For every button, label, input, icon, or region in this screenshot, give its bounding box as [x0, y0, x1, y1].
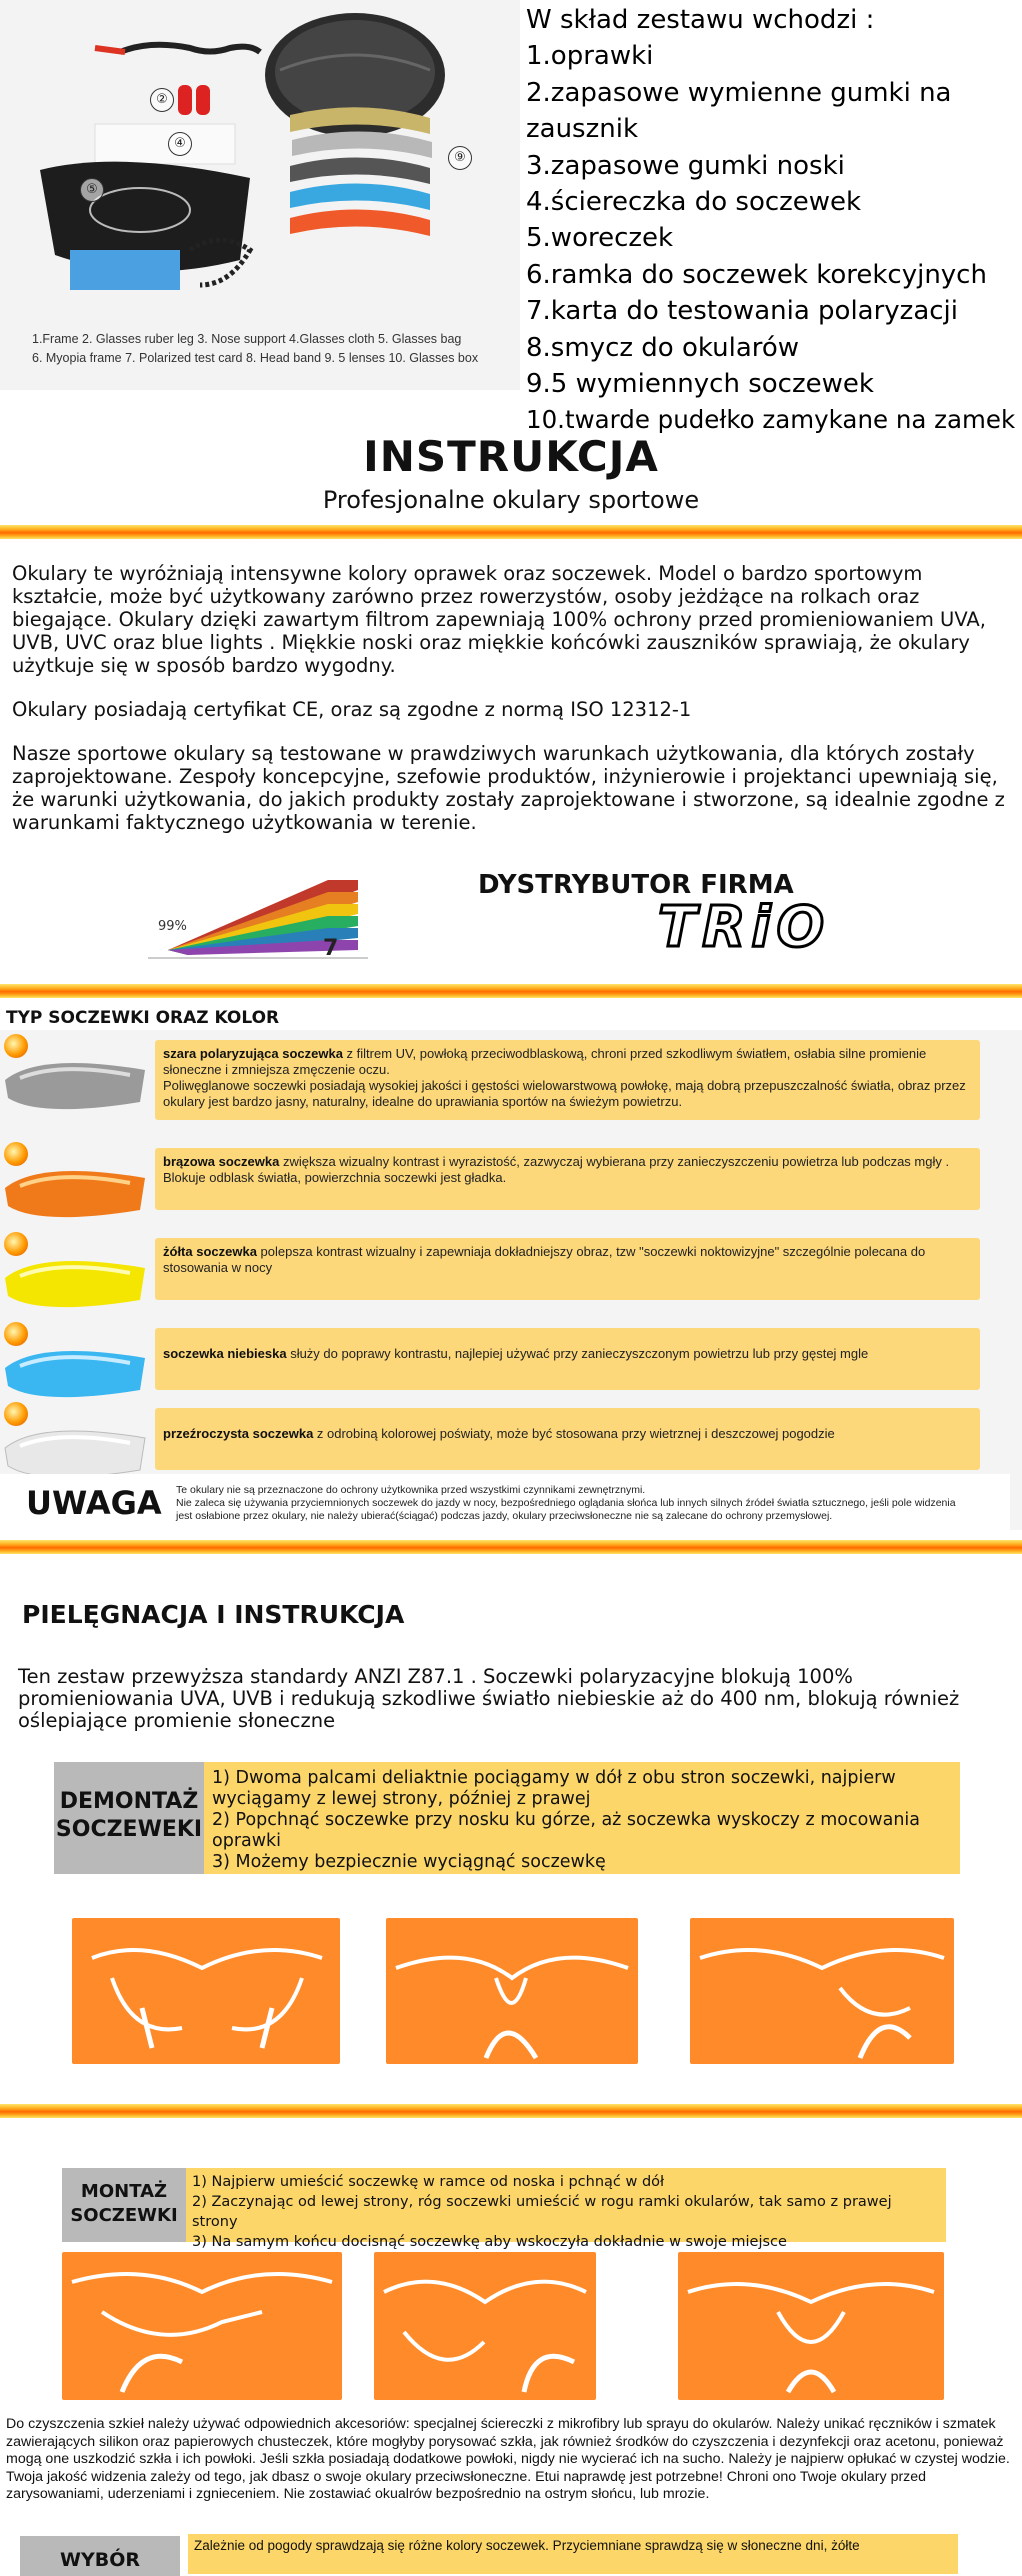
kit-list-item: 5.woreczek	[526, 223, 674, 254]
trio-logo: TRiO	[658, 895, 831, 960]
warning-text	[176, 1484, 966, 1523]
removal-step-2: 2) Popchnąć soczewke przy nosku ku górze, aż soczewka wyskoczy z mocowania oprawki	[212, 1810, 921, 1851]
warning-line-1: Te okulary nie są przeznaczone do ochrony użytkownika przed wszystkimi czynnikami zewnętrznymi.	[176, 1484, 646, 1496]
hands-lens-drawing	[386, 1918, 638, 2064]
kit-list-item: 8.smycz do okularów	[526, 332, 800, 363]
cleaning-paragraph-2: Twoja jakość widzenia zależy od tego, jak dbasz o swoje okulary przeciwsłoneczne. Etui naprawdę jest potrzebne! Chroni ono Twoje okulary przed zarysowaniami, uderzeniami i zgnieceniem. Nie zostawiać okualrów bezpośrednio na ostrym słońcu, lub mrozie.	[6, 2468, 927, 2503]
kit-list-item: 7.karta do testowania polaryzacji	[526, 296, 958, 327]
warning-box	[0, 1474, 1010, 1532]
mount-label-line2: SOCZEWKI	[70, 2205, 178, 2226]
lens-blue-name: soczewka niebieska	[163, 1346, 287, 1361]
test-card	[70, 250, 180, 290]
mount-illustration-1	[62, 2252, 342, 2400]
lens-blue-text: służy do poprawy kontrastu, najlepiej używać przy zanieczyszczonym powietrzu lub przy gęstej mgle	[286, 1346, 869, 1361]
hands-lens-drawing	[62, 2252, 342, 2400]
kit-photo	[0, 0, 520, 390]
sun-icon	[4, 1142, 28, 1166]
uv-seven: 7	[323, 936, 339, 961]
kit-list-item: zausznik	[526, 114, 639, 145]
lens-brown-text: zwiększa wizualny kontrast i wyrazistość, zazwyczaj wybierana przy zanieczyszczeniu powietrza lub podczas mgły . Blokuje odblask światła, powierzchnia soczewki jest gładka.	[163, 1154, 950, 1185]
mount-step-3: 3) Na samym końcu docisnąć soczewkę aby wskoczyła dokładnie w swoje miejsce	[192, 2234, 787, 2250]
lens-yellow-desc	[155, 1238, 980, 1300]
lens-blue-desc	[155, 1328, 980, 1390]
cleaning-paragraph-1: Do czyszczenia szkieł należy używać odpowiednich akcesoriów: specjalnej ściereczki z mikrofibry lub sprayu do okularów. Należy unikać ręczników i szmatek zawierających silikon oraz papierowych chusteczek, które mogłyby porysować szkła, jak również środków do czyszczenia i dezynfekcji oraz acetonu, ponieważ mogą one uszkodzić szkła i ich powłoki. Jeśli szkła posiadają dodatkowe powłoki, nigdy nie wycierać ich na sucho. Należy je najpierw opłukać w czystej wodzie.	[6, 2416, 1010, 2468]
mount-steps	[186, 2168, 946, 2250]
divider-stripe	[0, 525, 1022, 539]
lens-grey-text2: Poliwęglanowe soczewki posiadają wysokiej jakości i gęstości wielowarstwową powłokę, mają dobrą przepuszczalność światła, obraz przez okulary jest bardzo jasny, naturalny, idealne do uprawiania sportów na świeżym powietrzu.	[163, 1078, 966, 1109]
divider-stripe	[0, 984, 1022, 998]
badge-2: ②	[150, 88, 174, 112]
lens-brown-name: brązowa soczewka	[163, 1154, 280, 1169]
removal-label-line2: SOCZEWEKI	[55, 1817, 203, 1842]
page-subtitle: Profesjonalne okulary sportowe	[322, 486, 700, 514]
hands-lens-drawing	[374, 2252, 596, 2400]
lens-grey-desc	[155, 1040, 980, 1120]
mount-label	[62, 2168, 186, 2242]
uv-protection-graphic	[128, 840, 388, 970]
badge-5: ⑤	[80, 178, 104, 202]
lens-row-brown	[0, 1142, 982, 1234]
removal-illustration-1	[72, 1918, 340, 2064]
removal-steps	[204, 1762, 960, 1874]
lens-row-yellow	[0, 1232, 982, 1324]
choice-label: WYBÓR	[20, 2536, 180, 2576]
sun-icon	[4, 1322, 28, 1346]
removal-label	[54, 1762, 204, 1874]
divider-stripe	[0, 2104, 1022, 2118]
kit-list-item: 9.5 wymiennych soczewek	[526, 369, 874, 400]
intro-paragraph-1: Okulary te wyróżniają intensywne kolory oprawek oraz soczewek. Model o bardzo sportowym kształcie, może być użytkowany zarówno przez rowerzystów, osoby jeżdżące na rolkach oraz biegające. Okulary dzięki zawartym filtrom zapewniają 100% ochrony przed promieniowaniem UVA, UVB, UVC oraz blue lights . Miękkie noski oraz miękkie końcówki zauszników sprawiają, że okulary użytkuje się w sposób bardzo wygodny.	[12, 562, 986, 677]
removal-illustration-2	[386, 1918, 638, 2064]
lens-grey-name: szara polaryzująca soczewka	[163, 1046, 343, 1061]
hands-lens-drawing	[678, 2252, 944, 2400]
lens-brown-desc	[155, 1148, 980, 1210]
lens-clear-text: z odrobiną kolorowej poświaty, może być stosowana przy wietrznej i deszczowej pogodzie	[313, 1426, 835, 1441]
page-title: INSTRUKCJA	[363, 432, 659, 481]
care-title: PIELĘGNACJA I INSTRUKCJA	[22, 1600, 405, 1629]
kit-list-item: 3.zapasowe gumki noski	[526, 150, 845, 181]
hands-lens-drawing	[72, 1918, 340, 2064]
sun-icon	[4, 1232, 28, 1256]
lens-clear-name: przeźroczysta soczewka	[163, 1426, 314, 1441]
lens-row-blue	[0, 1322, 982, 1414]
sun-icon	[4, 1034, 28, 1058]
mount-step-2: 2) Zaczynając od lewej strony, róg soczewki umieścić w rogu ramki okularów, tak samo z prawej strony	[192, 2194, 892, 2230]
mount-illustration-2	[374, 2252, 596, 2400]
removal-step-3: 3) Możemy bezpiecznie wyciągnąć soczewkę	[212, 1852, 606, 1872]
lens-row-grey	[0, 1034, 982, 1126]
lens-yellow-name: żółta soczewka	[163, 1244, 257, 1259]
kit-illustration	[0, 0, 520, 330]
hands-lens-drawing	[690, 1918, 954, 2064]
rubber-legs	[178, 85, 192, 115]
kit-list-item: 1.oprawki	[526, 41, 654, 72]
kit-caption-2: 6. Myopia frame 7. Polarized test card 8. Head band 9. 5 lenses 10. Glasses box	[32, 351, 479, 365]
removal-step-1: 1) Dwoma palcami deliaktnie pociągamy w dół z obu stron soczewki, najpierw wyciągamy z lewej strony, później z prawej	[212, 1768, 896, 1809]
divider-stripe	[0, 1540, 1022, 1554]
removal-illustration-3	[690, 1918, 954, 2064]
warning-label: UWAGA	[26, 1484, 162, 1522]
badge-9: ⑨	[448, 146, 472, 170]
cleaning-text	[6, 2416, 1016, 2504]
distributor-label: DYSTRYBUTOR FIRMA	[478, 870, 794, 900]
cloth	[95, 124, 235, 164]
kit-list-title: W skład zestawu wchodzi :	[526, 5, 875, 35]
warning-line-2: Nie zaleca się używania przyciemnionych soczewek do jazdy w nocy, bezpośredniego oglądania słońca lub innych silnych źródeł światła sztucznego, jeśli pole widzenia jest osłabione przez okulary, nie należy ubierać(ściągać) podczas jazdy, okulary przeciwsłoneczne nie są zalecane do ochrony przemysłowej.	[176, 1497, 956, 1522]
badge-4: ④	[168, 132, 192, 156]
lens-yellow-text: polepsza kontrast wizualny i zapewniaja dokładniejszy obraz, tzw "soczewki noktowizyjne" szczególnie polecana do stosowania w nocy	[163, 1244, 926, 1275]
lens-grey-text: z filtrem UV, powłoką przeciwodblaskową, chroni przed szkodliwym światłem, osłabia silne promienie słoneczne i zmniejsza zmęczenie oczu.	[163, 1046, 927, 1077]
kit-list-item: 4.ściereczka do soczewek	[526, 187, 862, 218]
uv-percent: 99%	[158, 919, 187, 934]
intro-paragraph-2: Okulary posiadają certyfikat CE, oraz są zgodne z normą ISO 12312-1	[12, 698, 692, 721]
kit-list-item: 2.zapasowe wymienne gumki na	[526, 77, 952, 108]
removal-label-line1: DEMONTAŻ	[59, 1789, 199, 1814]
choice-text: Zależnie od pogody sprawdzają się różne kolory soczewek. Przyciemniane sprawdzą się w słoneczne dni, żółte	[188, 2534, 958, 2574]
mount-label-line1: MONTAŻ	[80, 2181, 168, 2202]
lens-section-title: TYP SOCZEWKI ORAZ KOLOR	[6, 1008, 280, 1028]
care-intro: Ten zestaw przewyższa standardy ANZI Z87.1 . Soczewki polaryzacyjne blokują 100% promieniowania UVA, UVB i redukują szkodliwe światło niebieskie aż do 400 nm, blokują również oślepiające promienie słoneczne	[18, 1665, 960, 1732]
frame-shape	[120, 45, 260, 52]
mount-illustration-3	[678, 2252, 944, 2400]
kit-list-item: 6.ramka do soczewek korekcyjnych	[526, 259, 987, 290]
mount-step-1: 1) Najpierw umieścić soczewkę w ramce od noska i pchnąć w dół	[192, 2174, 665, 2190]
lens-clear-desc	[155, 1408, 980, 1470]
sun-icon	[4, 1402, 28, 1426]
kit-caption-1: 1.Frame 2. Glasses ruber leg 3. Nose support 4.Glasses cloth 5. Glasses bag	[32, 332, 462, 346]
kit-list-item: 10.twarde pudełko zamykane na zamek	[526, 405, 1016, 435]
intro-paragraph-3: Nasze sportowe okulary są testowane w prawdziwych warunkach użytkowania, dla których zostały zaprojektowane. Zespoły koncepcyjne, szefowie produktów, inżynierowie i projektanci upewniają się, że warunki użytkowania, do jakich produkty zostały zaprojektowane i stworzone, są idealnie zgodne z warunkami faktycznego użytkowania w terenie.	[12, 742, 1005, 834]
kit-contents-list	[526, 2, 1022, 439]
